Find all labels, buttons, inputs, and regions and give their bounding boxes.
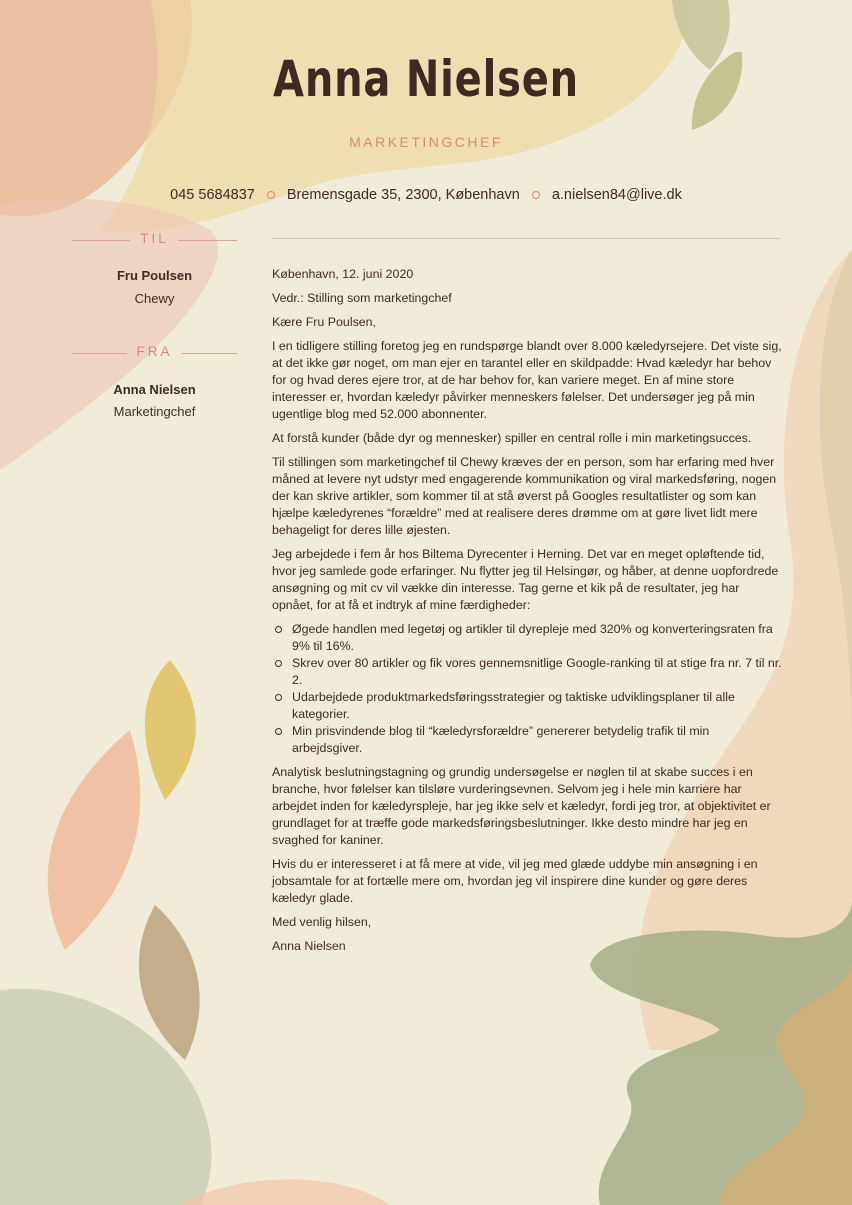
list-item: Udarbejdede produktmarkedsføringsstrategier og taktiske udviklingsplaner til alle kategorier. <box>292 689 782 723</box>
letter-subject: Vedr.: Stilling som marketingchef <box>272 291 452 305</box>
list-item: Min prisvindende blog til “kæledyrsforældre” genererer betydelig trafik til min arbejdsgiver. <box>292 723 782 757</box>
divider <box>178 240 237 241</box>
letter-greeting: Kære Fru Poulsen, <box>272 315 376 329</box>
letter-paragraph: Jeg arbejdede i fem år hos Biltema Dyrecenter i Herning. Det var en meget opløftende tid, hvor jeg samlede gode erfaringer. Nu flytter jeg til Helsingør, og håber, at denne uopfordrede ansøgning og mit cv vil vække din interesse. Tag gerne et kik på de resultater, jeg har opnået, for at få et indtryk af mine færdigheder: <box>272 547 779 612</box>
separator-dot <box>267 191 275 199</box>
to-heading-label: TIL <box>140 231 169 246</box>
letter-paragraph: Hvis du er interesseret i at få mere at vide, vil jeg med glæde uddybe min ansøgning i en jobsamtale for at fortælle mere om, hvordan jeg vil inspirere dine kunder og gøre deres kæledyr glade. <box>272 857 758 905</box>
list-item: Skrev over 80 artikler og fik vores gennemsnitlige Google-ranking til at stige fra nr. 7 til nr. 2. <box>292 656 782 687</box>
achievements-list <box>272 621 782 757</box>
separator-dot <box>532 191 540 199</box>
phone-number: 045 5684837 <box>170 187 255 203</box>
divider <box>182 353 237 354</box>
letter-paragraph: Til stillingen som marketingchef til Chewy kræves der en person, som har erfaring med hver måned at levere nyt udstyr med engagerende kommunikation og viral markedsføring, nogen der kan skrive artikler, som kommer til at stå øverst på Googles resultatlister og som kan hjælpe kæledyrenes “forældre” med at realisere deres drømme om at gøre livet lidt mere behageligt for deres lille øjesten. <box>272 455 777 537</box>
list-item: Øgede handlen med legetøj og artikler til dyrepleje med 320% og konverteringsraten fra 9% til 16%. <box>292 621 782 655</box>
letter-signature: Anna Nielsen <box>272 939 346 953</box>
from-heading-label: FRA <box>136 344 173 359</box>
letter-paragraph: At forstå kunder (både dyr og mennesker) spiller en central rolle i min marketingsucces. <box>272 431 752 445</box>
email-link[interactable]: a.nielsen84@live.dk <box>551 187 682 203</box>
recipient-name: Fru Poulsen <box>116 268 193 283</box>
from-heading <box>72 344 237 364</box>
letter-body <box>272 266 782 962</box>
header-divider <box>272 238 780 239</box>
sender-title: Marketingchef <box>113 404 196 419</box>
contact-line <box>0 187 852 203</box>
sender-name: Anna Nielsen <box>113 382 196 397</box>
address: Bremensgade 35, 2300, København <box>286 187 520 203</box>
letter-paragraph: I en tidligere stilling foretog jeg en rundspørge blandt over 8.000 kæledyrsejere. Det viste sig, at det ikke gør noget, om man ejer en tarantel eller en skildpadde: Hvad kæledyr har behov for og hvad deres ejere tror, at de har behov for, kan variere meget. En af mine store interesser er, hvordan kæledyr påvirker menneskers følelser. Det undersøger jeg på min ugentlige blog med 52.000 abonnenter. <box>272 339 782 421</box>
applicant-title: MARKETINGCHEF <box>349 134 503 150</box>
letter-signoff: Med venlig hilsen, <box>272 915 372 929</box>
letter-date: København, 12. juni 2020 <box>272 267 414 281</box>
recipient-company: Chewy <box>134 291 175 306</box>
applicant-name: Anna Nielsen <box>273 50 579 108</box>
to-heading <box>72 231 237 251</box>
letter-paragraph: Analytisk beslutningstagning og grundig undersøgelse er nøglen til at skabe succes i en branche, hvor følelser kan tilsløre vurderingsevnen. Selvom jeg i hele min karriere har arbejdet inden for kæledyrspleje, har jeg ikke selv et kæledyr, fordi jeg tror, at objektivitet er grundlaget for at træffe gode markedsføringsbeslutninger. Ikke desto mindre har jeg en svaghed for kaniner. <box>272 765 771 847</box>
